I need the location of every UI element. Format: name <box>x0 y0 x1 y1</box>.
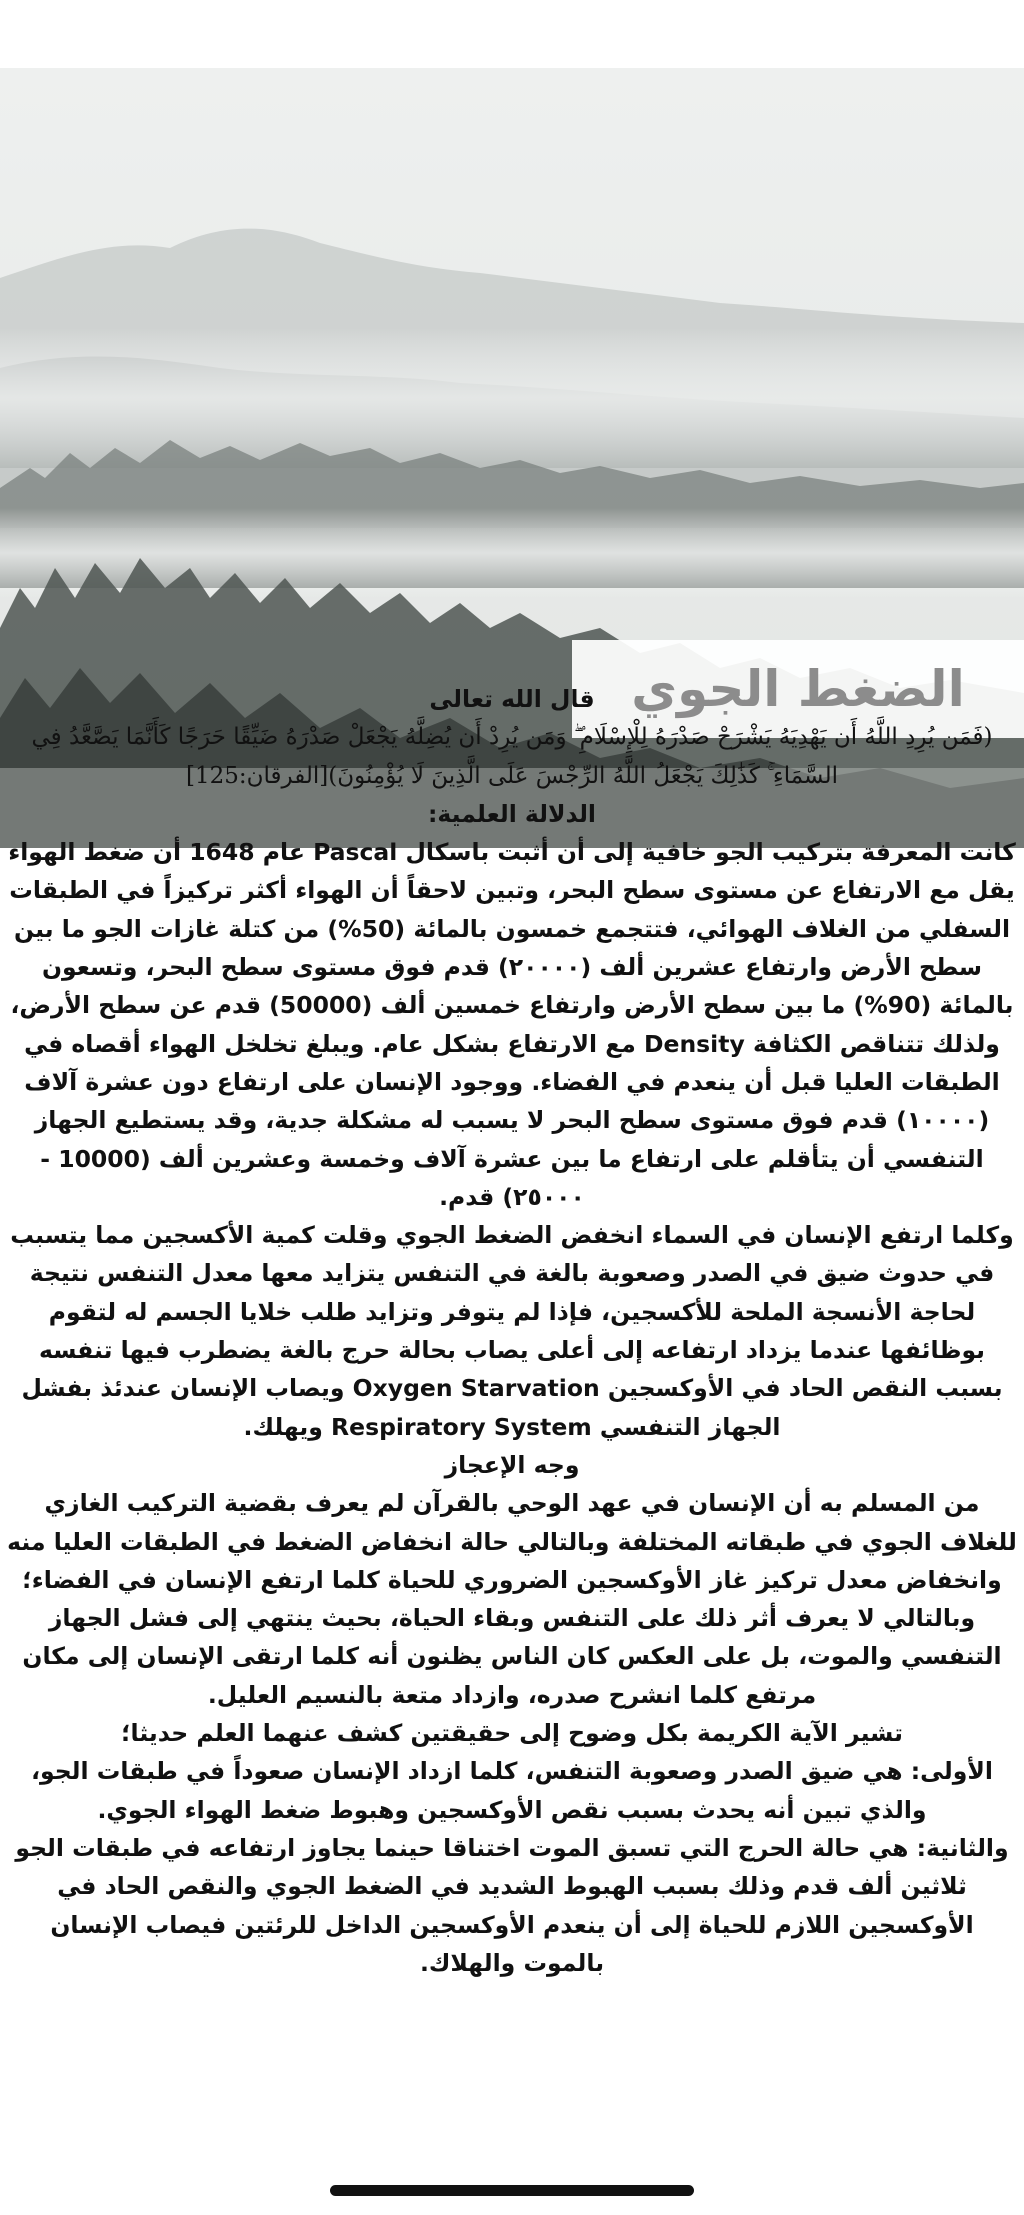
top-blank-bar <box>0 0 1024 68</box>
scientific-heading: الدلالة العلمية: <box>428 799 596 828</box>
page-title: الضغط الجوي <box>631 660 965 718</box>
miracle-heading: وجه الإعجاز <box>444 1450 580 1479</box>
quran-verse: (فَمَن يُرِدِ اللَّهُ أَن يَهْدِيَهُ يَشْرَحْ صَدْرَهُ لِلْإِسْلَامِ ۖ وَمَن يُرِدْ أَن يُضِلَّهُ يَجْعَلْ صَدْرَهُ ضَيِّقًا حَرَجًا كَأَنَّمَا يَصَّعَّدُ فِي السَّمَاءِ ۚ كَذَٰلِكَ يَجْعَلُ اللَّهُ الرِّجْسَ عَلَى الَّذِينَ لَا يُؤْمِنُونَ)[الفرقان:125] <box>31 724 993 789</box>
scientific-paragraph-2: وكلما ارتفع الإنسان في السماء انخفض الضغط الجوي وقلت كمية الأكسجين مما يتسبب في حدوث ضيق في الصدر وصعوبة بالغة في التنفس يتزايد معها معدل التنفس نتيجة لحاجة الأنسجة الملحة للأكسجين، فإذا لم يتوفر وتزايد طلب خلايا الجسم له لتقوم بوظائفها عندما يزداد ارتفاعه إلى أعلى يصاب بحالة حرج بالغة يضطرب فيها تنفسه بسبب النقص الحاد في الأوكسجين Oxygen Starvation ويصاب الإنسان عندئذ بفشل الجهاز التنفسي Respiratory System ويهلك. <box>10 1221 1014 1441</box>
miracle-paragraph-2: تشير الآية الكريمة بكل وضوح إلى حقيقتين كشف عنهما العلم حديثا؛ <box>121 1719 903 1748</box>
home-indicator[interactable] <box>330 2185 694 2196</box>
miracle-paragraph-4: والثانية: هي حالة الحرج التي تسبق الموت اختناقا حينما يجاوز ارتفاعه في طبقات الجو ثلاثين ألف قدم وذلك بسبب الهبوط الشديد في الضغط الجوي والنقص الحاد في الأوكسجين اللازم للحياة إلى أن ينعدم الأوكسجين الداخل للرئتين فيصاب الإنسان بالموت والهلاك. <box>15 1833 1009 1977</box>
article-body <box>6 680 1018 1982</box>
miracle-paragraph-3: الأولى: هي ضيق الصدر وصعوبة التنفس، كلما ازداد الإنسان صعوداً في طبقات الجو، والذي تبين أنه يحدث بسبب نقص الأوكسجين وهبوط ضغط الهواء الجوي. <box>31 1757 993 1824</box>
miracle-paragraph-1: من المسلم به أن الإنسان في عهد الوحي بالقرآن لم يعرف بقضية التركيب الغازي للغلاف الجوي في طبقاته المختلفة وبالتالي حالة انخفاض الضغط في الطبقات العليا منه وانخفاض معدل تركيز غاز الأوكسجين الضروري للحياة كلما ارتفع الإنسان في الفضاء؛ وبالتالي لا يعرف أثر ذلك على التنفس وبقاء الحياة، بحيث ينتهي إلى فشل الجهاز التنفسي والموت، بل على العكس كان الناس يظنون أنه كلما ارتقى الإنسان إلى مكان مرتفع كلما انشرح صدره، وازداد متعة بالنسيم العليل. <box>7 1489 1017 1709</box>
intro-line: قال الله تعالى <box>429 685 595 713</box>
scientific-paragraph-1: كانت المعرفة بتركيب الجو خافية إلى أن أثبت باسكال Pascal عام 1648 أن ضغط الهواء يقل مع الارتفاع عن مستوى سطح البحر، وتبين لاحقاً أن الهواء أكثر تركيزاً في الطبقات السفلي من الغلاف الهوائي، فتتجمع خمسون بالمائة (50%) من كتلة غازات الجو ما بين سطح الأرض وارتفاع عشرين ألف (٢٠٠٠٠) قدم فوق مستوى سطح البحر، وتسعون بالمائة (90%) ما بين سطح الأرض وارتفاع خمسين ألف (50000) قدم عن سطح الأرض، ولذلك تتناقص الكثافة Density مع الارتفاع بشكل عام. ويبلغ تخلخل الهواء أقصاه في الطبقات العليا قبل أن ينعدم في الفضاء. ووجود الإنسان على ارتفاع دون عشرة آلاف (١٠٠٠٠) قدم فوق مستوى سطح البحر لا يسبب له مشكلة جدية، وقد يستطيع الجهاز التنفسي أن يتأقلم على ارتفاع ما بين عشرة آلاف وخمسة وعشرين ألف (10000 - ٢٥٠٠٠) قدم. <box>8 838 1016 1211</box>
